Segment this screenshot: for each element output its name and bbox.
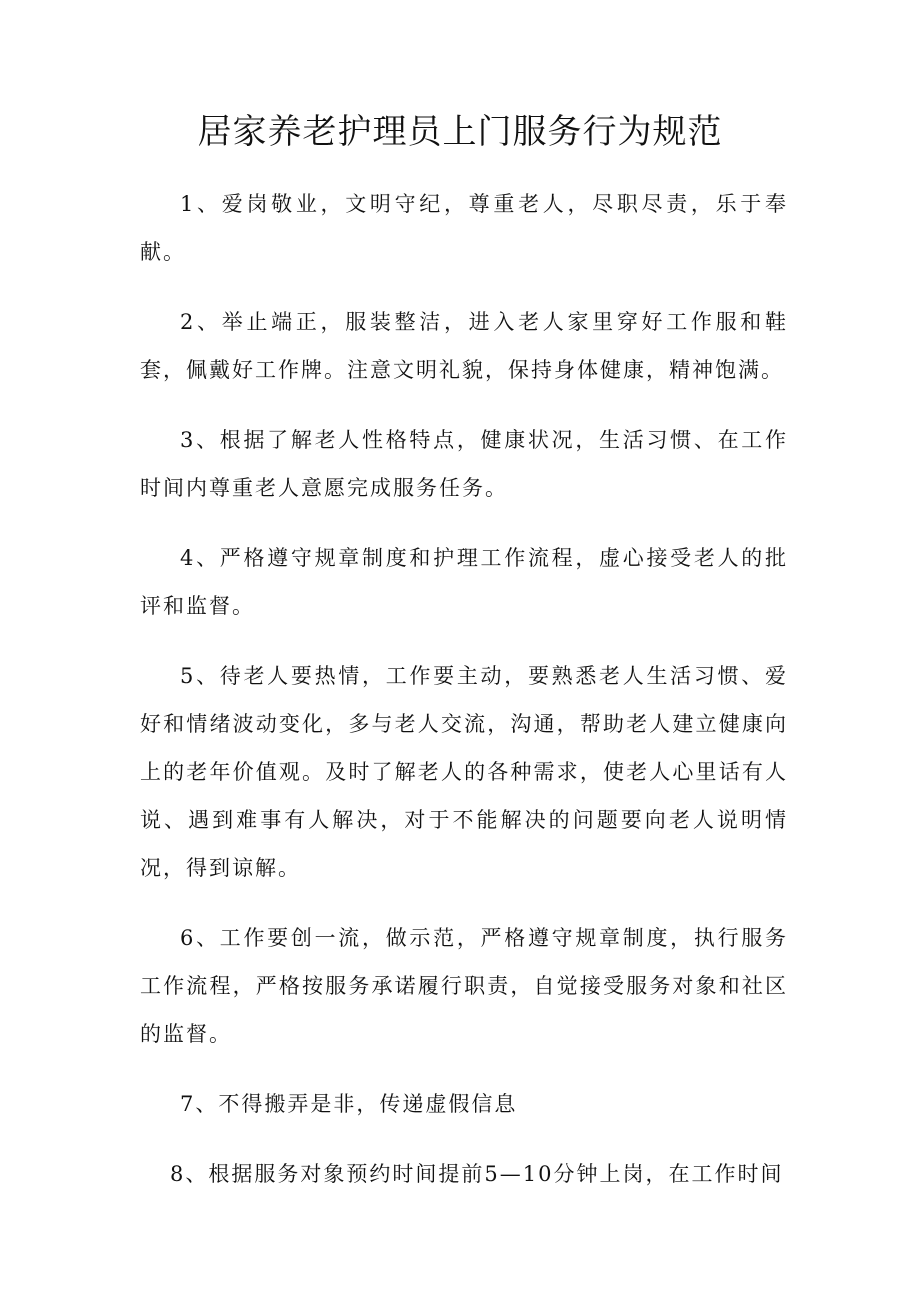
paragraph-3: 3、根据了解老人性格特点，健康状况，生活习惯、在工作时间内尊重老人意愿完成服务任务。 xyxy=(140,428,788,500)
paragraph-4: 4、严格遵守规章制度和护理工作流程，虚心接受老人的批评和监督。 xyxy=(140,546,788,618)
document-body xyxy=(140,180,788,1220)
paragraph-5: 5、待老人要热情，工作要主动，要熟悉老人生活习惯、爱好和情绪波动变化，多与老人交流，沟通，帮助老人建立健康向上的老年价值观。及时了解老人的各种需求，使老人心里话有人说、遇到难事有人解决，对于不能解决的问题要向老人说明情况，得到谅解。 xyxy=(140,664,788,880)
paragraph-8: 8、根据服务对象预约时间提前5—10分钟上岗，在工作时间 xyxy=(170,1162,784,1186)
paragraph-2: 2、举止端正，服装整洁，进入老人家里穿好工作服和鞋套，佩戴好工作牌。注意文明礼貌，保持身体健康，精神饱满。 xyxy=(140,310,788,382)
paragraph-1: 1、爱岗敬业，文明守纪，尊重老人，尽职尽责，乐于奉献。 xyxy=(140,192,788,264)
paragraph-7: 7、不得搬弄是非，传递虚假信息 xyxy=(180,1092,518,1116)
paragraph-6: 6、工作要创一流，做示范，严格遵守规章制度，执行服务工作流程，严格按服务承诺履行职责，自觉接受服务对象和社区的监督。 xyxy=(140,926,788,1046)
document-title: 居家养老护理员上门服务行为规范 xyxy=(197,112,723,152)
